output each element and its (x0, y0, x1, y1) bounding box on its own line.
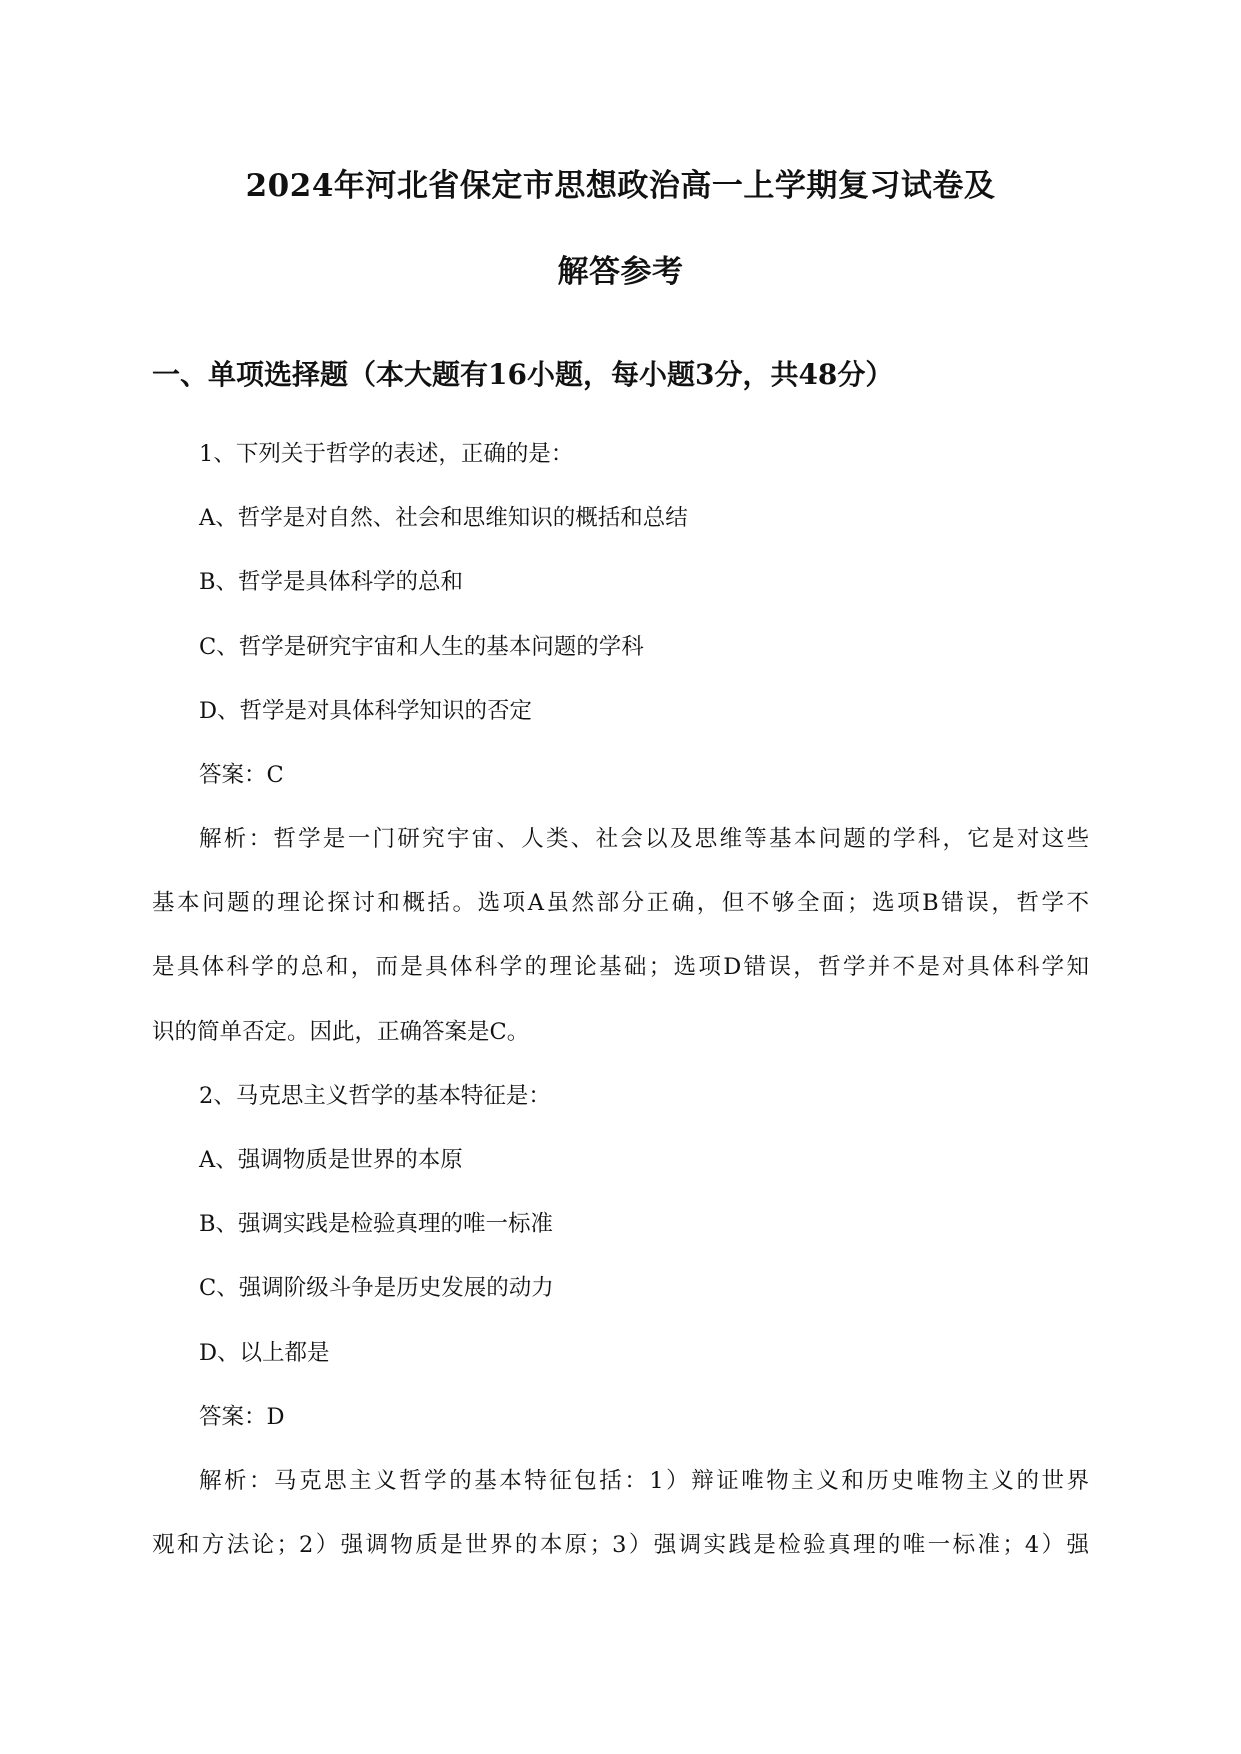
question-2-analysis-line-1: 解析：马克思主义哲学的基本特征包括：1）辩证唯物主义和历史唯物主义的世界 (199, 1468, 1089, 1494)
question-2-analysis-line-2: 观和方法论；2）强调物质是世界的本原；3）强调实践是检验真理的唯一标准；4）强 (152, 1532, 1089, 1558)
section-heading-single-choice: 一、单项选择题（本大题有16小题，每小题3分，共48分） (152, 358, 894, 391)
question-1-analysis-line-3: 是具体科学的总和，而是具体科学的理论基础；选项D错误，哲学并不是对具体科学知 (152, 954, 1089, 980)
question-1-option-a: A、哲学是对自然、社会和思维知识的概括和总结 (199, 505, 688, 531)
document-title-line-1: 2024年河北省保定市思想政治高一上学期复习试卷及 (245, 168, 996, 204)
question-1-analysis-line-4: 识的简单否定。因此，正确答案是C。 (152, 1019, 530, 1045)
question-1-option-d: D、哲学是对具体科学知识的否定 (199, 698, 533, 724)
question-2-answer: 答案：D (199, 1404, 285, 1430)
question-2-option-b: B、强调实践是检验真理的唯一标准 (199, 1211, 554, 1237)
question-1-stem: 1、下列关于哲学的表述，正确的是： (199, 441, 574, 467)
question-2-option-d: D、以上都是 (199, 1340, 330, 1366)
question-2-stem: 2、马克思主义哲学的基本特征是： (199, 1083, 551, 1109)
question-1-analysis-line-1: 解析：哲学是一门研究宇宙、人类、社会以及思维等基本问题的学科，它是对这些 (199, 826, 1089, 852)
question-2-option-a: A、强调物质是世界的本原 (199, 1147, 463, 1173)
question-1-option-c: C、哲学是研究宇宙和人生的基本问题的学科 (199, 634, 644, 660)
question-1-answer: 答案：C (199, 762, 284, 788)
question-1-option-b: B、哲学是具体科学的总和 (199, 569, 464, 595)
document-title-line-2: 解答参考 (557, 254, 684, 290)
question-2-option-c: C、强调阶级斗争是历史发展的动力 (199, 1275, 554, 1301)
question-1-analysis-line-2: 基本问题的理论探讨和概括。选项A虽然部分正确，但不够全面；选项B错误，哲学不 (152, 890, 1089, 916)
